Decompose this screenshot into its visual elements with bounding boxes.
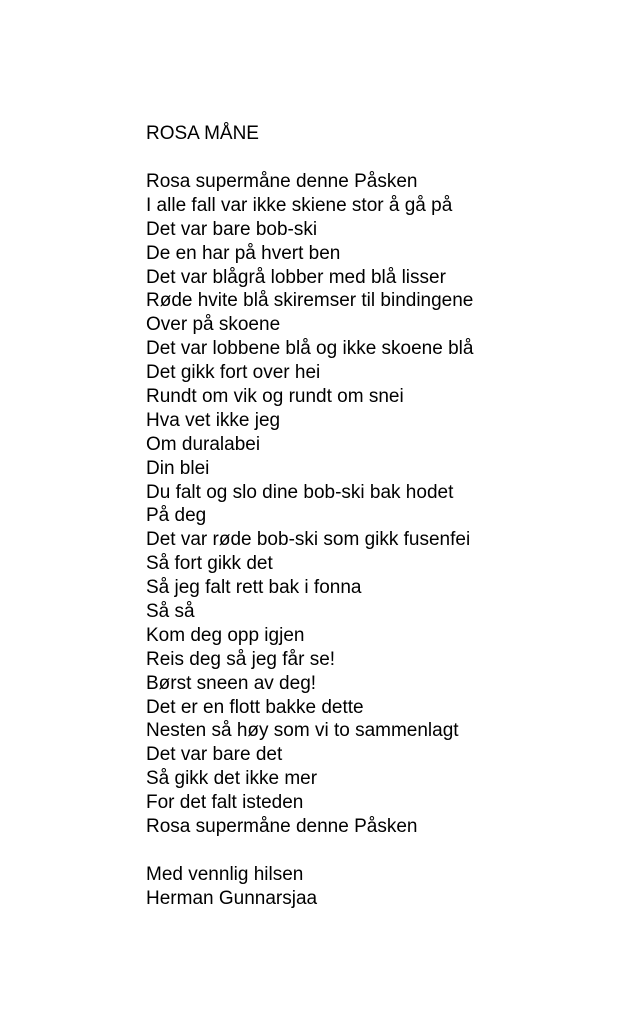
poem-line: Det er en flott bakke dette — [146, 696, 364, 718]
poem-line: Rundt om vik og rundt om snei — [146, 386, 404, 408]
poem-line: Det var bare bob-ski — [146, 218, 318, 240]
poem-line: Så fort gikk det — [146, 553, 273, 575]
poem-line: Rosa supermåne denne Påsken — [146, 816, 418, 838]
poem-line: De en har på hvert ben — [146, 242, 341, 264]
poem-line: For det falt isteden — [146, 792, 304, 814]
poem-line: Så gikk det ikke mer — [146, 768, 318, 790]
poem-line: Du falt og slo dine bob-ski bak hodet — [146, 481, 454, 503]
signature-name: Herman Gunnarsjaa — [146, 887, 318, 909]
poem-line: Nesten så høy som vi to sammenlagt — [146, 720, 459, 742]
poem-line: Røde hvite blå skiremser til bindingene — [146, 290, 474, 312]
poem-line: Hva vet ikke jeg — [146, 409, 281, 431]
document-body — [146, 122, 473, 911]
poem-body — [146, 170, 473, 839]
poem-line: Det var røde bob-ski som gikk fusenfei — [146, 529, 471, 551]
poem-line: Reis deg så jeg får se! — [146, 648, 336, 670]
poem-line: Det var lobbene blå og ikke skoene blå — [146, 338, 474, 360]
poem-title: ROSA MÅNE — [146, 123, 259, 144]
poem-line: Din blei — [146, 457, 210, 479]
signature-block — [146, 863, 473, 911]
poem-line: Det var blågrå lobber med blå lisser — [146, 266, 446, 288]
poem-line: Børst sneen av deg! — [146, 672, 317, 694]
poem-line: På deg — [146, 505, 207, 527]
poem-line: Det gikk fort over hei — [146, 362, 321, 384]
poem-line: I alle fall var ikke skiene stor å gå på — [146, 194, 453, 216]
poem-line: Kom deg opp igjen — [146, 624, 305, 646]
poem-line: Så jeg falt rett bak i fonna — [146, 577, 362, 599]
poem-line: Det var bare det — [146, 744, 283, 766]
poem-line: Rosa supermåne denne Påsken — [146, 171, 418, 192]
poem-line: Over på skoene — [146, 314, 281, 336]
poem-line: Om duralabei — [146, 433, 261, 455]
poem-line: Så så — [146, 601, 195, 623]
signature-greeting: Med vennlig hilsen — [146, 863, 304, 885]
